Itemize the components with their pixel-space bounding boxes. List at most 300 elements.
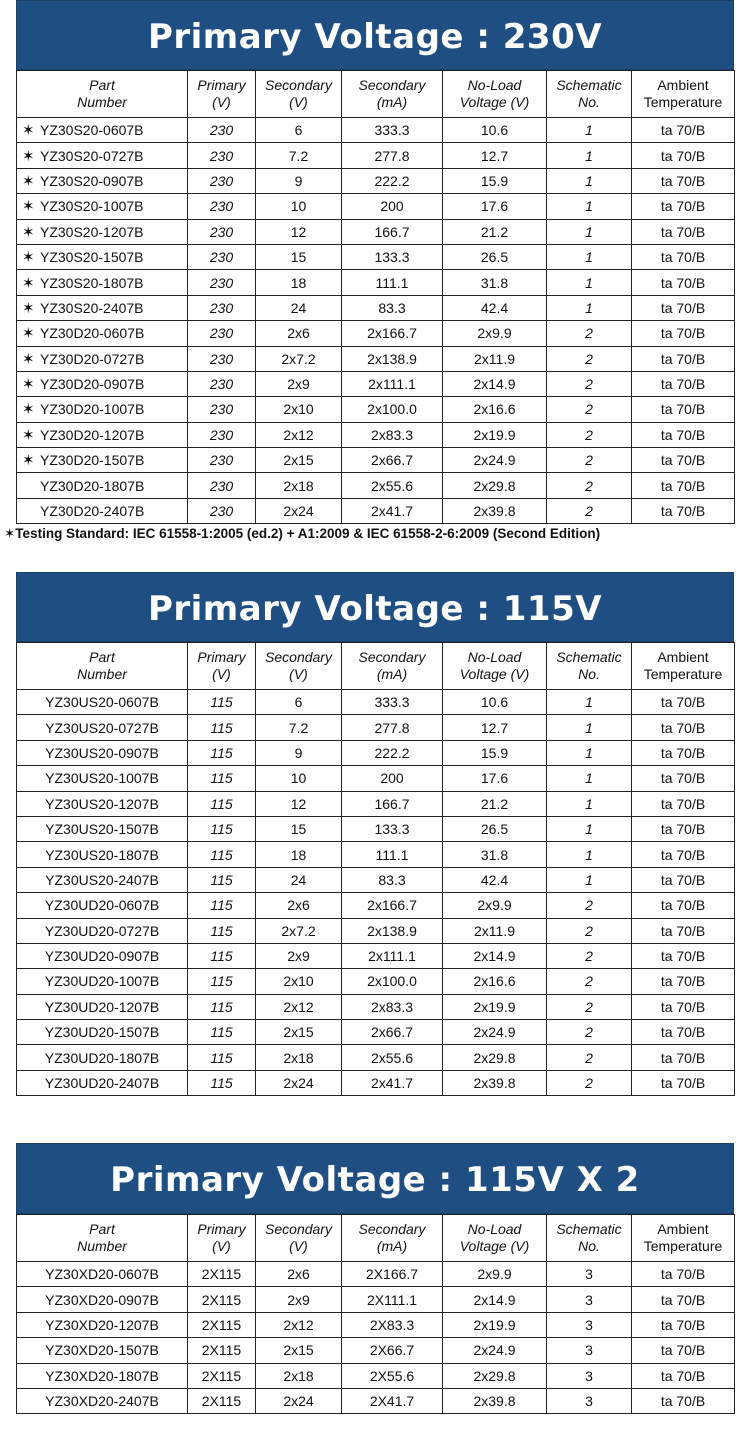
cell-ambient: ta 70/B xyxy=(632,842,735,867)
cell-ambient: ta 70/B xyxy=(632,816,735,841)
star-marker-icon: ✶ xyxy=(22,147,35,165)
header-secondary-v: Secondary (V) xyxy=(256,1215,342,1262)
part-number-text: YZ30D20-2407B xyxy=(40,503,145,520)
cell-primary: 115 xyxy=(188,715,256,740)
cell-ambient: ta 70/B xyxy=(632,994,735,1019)
cell-primary: 230 xyxy=(188,346,256,371)
header-primary: Primary (V) xyxy=(188,1215,256,1262)
cell-schematic: 2 xyxy=(547,448,632,473)
cell-primary: 115 xyxy=(188,943,256,968)
cell-part-number: YZ30US20-2407B xyxy=(17,867,188,892)
cell-schematic: 1 xyxy=(547,766,632,791)
cell-secondary-ma: 200 xyxy=(342,194,443,219)
cell-part-number xyxy=(17,473,188,498)
table-row xyxy=(17,498,735,523)
cell-secondary-ma: 222.2 xyxy=(342,168,443,193)
table-row xyxy=(17,740,735,765)
table-row xyxy=(17,270,735,295)
cell-no-load: 2x14.9 xyxy=(443,943,547,968)
table-row xyxy=(17,118,735,143)
part-number-text: YZ30S20-1207B xyxy=(40,223,144,240)
header-part-number: Part Number xyxy=(17,71,188,118)
section-115v xyxy=(16,572,734,1096)
cell-secondary-v: 6 xyxy=(256,118,342,143)
cell-no-load: 21.2 xyxy=(443,219,547,244)
cell-part-number: YZ30US20-1807B xyxy=(17,842,188,867)
cell-part-number xyxy=(17,422,188,447)
cell-ambient: ta 70/B xyxy=(632,1363,735,1388)
cell-no-load: 42.4 xyxy=(443,867,547,892)
cell-part-number: YZ30US20-1507B xyxy=(17,816,188,841)
table-row xyxy=(17,969,735,994)
cell-ambient: ta 70/B xyxy=(632,422,735,447)
header-ambient: Ambient Temperature xyxy=(632,71,735,118)
cell-part-number xyxy=(17,397,188,422)
table-row xyxy=(17,168,735,193)
cell-ambient: ta 70/B xyxy=(632,118,735,143)
cell-part-number: YZ30UD20-0907B xyxy=(17,943,188,968)
cell-primary: 230 xyxy=(188,321,256,346)
cell-primary: 230 xyxy=(188,194,256,219)
table-row xyxy=(17,1388,735,1413)
cell-no-load: 2x16.6 xyxy=(443,969,547,994)
cell-secondary-ma: 133.3 xyxy=(342,244,443,269)
table-body xyxy=(17,1262,735,1414)
cell-ambient: ta 70/B xyxy=(632,893,735,918)
star-marker-icon: ✶ xyxy=(22,426,35,444)
cell-secondary-ma: 200 xyxy=(342,766,443,791)
cell-part-number: YZ30US20-0727B xyxy=(17,715,188,740)
cell-no-load: 10.6 xyxy=(443,118,547,143)
cell-no-load: 12.7 xyxy=(443,715,547,740)
star-marker-icon: ✶ xyxy=(22,122,35,140)
cell-ambient: ta 70/B xyxy=(632,270,735,295)
cell-secondary-v: 2x18 xyxy=(256,1363,342,1388)
cell-secondary-ma: 2x100.0 xyxy=(342,969,443,994)
cell-secondary-ma: 166.7 xyxy=(342,219,443,244)
cell-secondary-ma: 2X55.6 xyxy=(342,1363,443,1388)
cell-primary: 230 xyxy=(188,219,256,244)
table-row xyxy=(17,943,735,968)
cell-part-number: YZ30US20-0607B xyxy=(17,690,188,715)
cell-secondary-ma: 2x66.7 xyxy=(342,448,443,473)
part-number-text: YZ30S20-0727B xyxy=(40,147,144,164)
cell-schematic: 2 xyxy=(547,473,632,498)
table-row xyxy=(17,1312,735,1337)
cell-secondary-v: 2x6 xyxy=(256,1262,342,1287)
cell-ambient: ta 70/B xyxy=(632,1312,735,1337)
section-title: Primary Voltage : 230V xyxy=(16,0,734,70)
cell-secondary-v: 12 xyxy=(256,219,342,244)
cell-part-number: YZ30US20-0907B xyxy=(17,740,188,765)
cell-primary: 2X115 xyxy=(188,1287,256,1312)
cell-part-number: YZ30UD20-1507B xyxy=(17,1020,188,1045)
part-number-text: YZ30D20-1807B xyxy=(40,477,145,494)
cell-no-load: 2x29.8 xyxy=(443,1363,547,1388)
cell-secondary-ma: 222.2 xyxy=(342,740,443,765)
cell-ambient: ta 70/B xyxy=(632,498,735,523)
cell-secondary-v: 18 xyxy=(256,842,342,867)
star-marker-icon: ✶ xyxy=(22,249,35,267)
cell-secondary-ma: 2x83.3 xyxy=(342,422,443,447)
cell-part-number xyxy=(17,143,188,168)
cell-ambient: ta 70/B xyxy=(632,194,735,219)
cell-secondary-ma: 2x55.6 xyxy=(342,473,443,498)
cell-secondary-ma: 277.8 xyxy=(342,715,443,740)
header-secondary-ma: Secondary (mA) xyxy=(342,1215,443,1262)
cell-no-load: 2x24.9 xyxy=(443,1020,547,1045)
cell-schematic: 2 xyxy=(547,918,632,943)
header-no-load: No-Load Voltage (V) xyxy=(443,71,547,118)
cell-schematic: 1 xyxy=(547,194,632,219)
table-row xyxy=(17,371,735,396)
part-number-text: YZ30D20-0727B xyxy=(40,350,145,367)
table-row xyxy=(17,893,735,918)
cell-secondary-v: 2x6 xyxy=(256,321,342,346)
table-row xyxy=(17,1070,735,1095)
cell-secondary-ma: 111.1 xyxy=(342,270,443,295)
header-schematic: Schematic No. xyxy=(547,643,632,690)
part-number-text: YZ30S20-0607B xyxy=(40,122,144,139)
cell-secondary-ma: 166.7 xyxy=(342,791,443,816)
cell-secondary-v: 2x10 xyxy=(256,397,342,422)
cell-schematic: 2 xyxy=(547,1070,632,1095)
cell-no-load: 2x9.9 xyxy=(443,1262,547,1287)
cell-primary: 115 xyxy=(188,867,256,892)
cell-schematic: 2 xyxy=(547,1045,632,1070)
cell-secondary-v: 2x9 xyxy=(256,1287,342,1312)
cell-ambient: ta 70/B xyxy=(632,867,735,892)
cell-secondary-ma: 333.3 xyxy=(342,118,443,143)
cell-primary: 115 xyxy=(188,740,256,765)
cell-secondary-ma: 2X166.7 xyxy=(342,1262,443,1287)
cell-no-load: 15.9 xyxy=(443,740,547,765)
cell-part-number: YZ30US20-1007B xyxy=(17,766,188,791)
cell-part-number: YZ30UD20-1007B xyxy=(17,969,188,994)
cell-part-number xyxy=(17,194,188,219)
cell-part-number xyxy=(17,448,188,473)
cell-secondary-v: 2x15 xyxy=(256,1020,342,1045)
star-marker-icon: ✶ xyxy=(22,223,35,241)
cell-schematic: 1 xyxy=(547,168,632,193)
cell-ambient: ta 70/B xyxy=(632,295,735,320)
table-row xyxy=(17,1338,735,1363)
cell-secondary-ma: 83.3 xyxy=(342,295,443,320)
cell-secondary-ma: 2x55.6 xyxy=(342,1045,443,1070)
cell-no-load: 17.6 xyxy=(443,766,547,791)
cell-part-number: YZ30XD20-0607B xyxy=(17,1262,188,1287)
cell-primary: 230 xyxy=(188,143,256,168)
cell-secondary-v: 2x7.2 xyxy=(256,346,342,371)
cell-schematic: 1 xyxy=(547,219,632,244)
cell-ambient: ta 70/B xyxy=(632,448,735,473)
cell-no-load: 42.4 xyxy=(443,295,547,320)
cell-secondary-v: 2x12 xyxy=(256,422,342,447)
cell-schematic: 1 xyxy=(547,740,632,765)
cell-schematic: 3 xyxy=(547,1338,632,1363)
cell-secondary-v: 2x18 xyxy=(256,1045,342,1070)
cell-part-number xyxy=(17,270,188,295)
cell-part-number: YZ30US20-1207B xyxy=(17,791,188,816)
cell-no-load: 2x9.9 xyxy=(443,893,547,918)
cell-secondary-ma: 2x41.7 xyxy=(342,498,443,523)
cell-part-number: YZ30XD20-1207B xyxy=(17,1312,188,1337)
cell-part-number xyxy=(17,118,188,143)
table-row xyxy=(17,1020,735,1045)
cell-no-load: 2x39.8 xyxy=(443,498,547,523)
star-marker-icon: ✶ xyxy=(22,274,35,292)
cell-part-number xyxy=(17,321,188,346)
cell-secondary-v: 18 xyxy=(256,270,342,295)
cell-secondary-v: 2x15 xyxy=(256,1338,342,1363)
cell-primary: 230 xyxy=(188,371,256,396)
cell-schematic: 3 xyxy=(547,1363,632,1388)
cell-secondary-ma: 2x41.7 xyxy=(342,1070,443,1095)
cell-secondary-v: 6 xyxy=(256,690,342,715)
cell-no-load: 2x11.9 xyxy=(443,918,547,943)
table-row xyxy=(17,473,735,498)
cell-secondary-ma: 2x166.7 xyxy=(342,321,443,346)
header-secondary-ma: Secondary (mA) xyxy=(342,643,443,690)
cell-no-load: 2x14.9 xyxy=(443,1287,547,1312)
table-header-row xyxy=(17,1215,735,1262)
header-no-load: No-Load Voltage (V) xyxy=(443,643,547,690)
cell-ambient: ta 70/B xyxy=(632,321,735,346)
cell-secondary-ma: 2X66.7 xyxy=(342,1338,443,1363)
cell-secondary-ma: 2x111.1 xyxy=(342,943,443,968)
cell-secondary-v: 15 xyxy=(256,816,342,841)
cell-primary: 115 xyxy=(188,816,256,841)
cell-primary: 115 xyxy=(188,1070,256,1095)
cell-schematic: 3 xyxy=(547,1262,632,1287)
cell-schematic: 1 xyxy=(547,690,632,715)
cell-part-number: YZ30UD20-2407B xyxy=(17,1070,188,1095)
cell-secondary-v: 2x9 xyxy=(256,943,342,968)
cell-ambient: ta 70/B xyxy=(632,1070,735,1095)
part-number-text: YZ30S20-1507B xyxy=(40,249,144,266)
table-row xyxy=(17,791,735,816)
cell-no-load: 17.6 xyxy=(443,194,547,219)
cell-part-number xyxy=(17,244,188,269)
header-no-load: No-Load Voltage (V) xyxy=(443,1215,547,1262)
cell-part-number: YZ30UD20-0607B xyxy=(17,893,188,918)
cell-schematic: 1 xyxy=(547,867,632,892)
cell-part-number xyxy=(17,498,188,523)
testing-standard-note: ✶Testing Standard: IEC 61558-1:2005 (ed.2) + A1:2009 & IEC 61558-2-6:2009 (Second Edition) xyxy=(4,526,601,541)
cell-primary: 230 xyxy=(188,473,256,498)
table-row xyxy=(17,397,735,422)
cell-part-number xyxy=(17,371,188,396)
header-primary: Primary (V) xyxy=(188,71,256,118)
cell-secondary-v: 2x24 xyxy=(256,1388,342,1413)
cell-secondary-ma: 2x100.0 xyxy=(342,397,443,422)
section-title: Primary Voltage : 115V X 2 xyxy=(16,1143,734,1214)
cell-ambient: ta 70/B xyxy=(632,397,735,422)
table-row xyxy=(17,816,735,841)
header-primary: Primary (V) xyxy=(188,643,256,690)
cell-ambient: ta 70/B xyxy=(632,690,735,715)
table-row xyxy=(17,244,735,269)
cell-part-number xyxy=(17,168,188,193)
cell-ambient: ta 70/B xyxy=(632,1388,735,1413)
cell-secondary-ma: 2X111.1 xyxy=(342,1287,443,1312)
cell-no-load: 2x14.9 xyxy=(443,371,547,396)
part-number-text: YZ30S20-0907B xyxy=(40,172,144,189)
cell-schematic: 1 xyxy=(547,295,632,320)
cell-no-load: 31.8 xyxy=(443,842,547,867)
cell-ambient: ta 70/B xyxy=(632,969,735,994)
cell-ambient: ta 70/B xyxy=(632,1020,735,1045)
table-row xyxy=(17,867,735,892)
cell-secondary-v: 7.2 xyxy=(256,143,342,168)
cell-ambient: ta 70/B xyxy=(632,1045,735,1070)
cell-schematic: 3 xyxy=(547,1287,632,1312)
cell-primary: 115 xyxy=(188,994,256,1019)
header-ambient: Ambient Temperature xyxy=(632,1215,735,1262)
cell-secondary-v: 2x24 xyxy=(256,498,342,523)
cell-primary: 230 xyxy=(188,422,256,447)
part-number-text: YZ30D20-0907B xyxy=(40,376,145,393)
cell-schematic: 2 xyxy=(547,969,632,994)
cell-no-load: 10.6 xyxy=(443,690,547,715)
cell-no-load: 2x9.9 xyxy=(443,321,547,346)
cell-schematic: 2 xyxy=(547,422,632,447)
cell-ambient: ta 70/B xyxy=(632,918,735,943)
header-secondary-v: Secondary (V) xyxy=(256,643,342,690)
cell-ambient: ta 70/B xyxy=(632,473,735,498)
cell-primary: 115 xyxy=(188,969,256,994)
cell-primary: 230 xyxy=(188,118,256,143)
cell-no-load: 2x29.8 xyxy=(443,1045,547,1070)
part-number-text: YZ30S20-2407B xyxy=(40,299,144,316)
cell-part-number xyxy=(17,295,188,320)
cell-no-load: 2x19.9 xyxy=(443,422,547,447)
table-row xyxy=(17,715,735,740)
part-number-text: YZ30S20-1807B xyxy=(40,274,144,291)
star-marker-icon: ✶ xyxy=(22,350,35,368)
cell-secondary-v: 2x9 xyxy=(256,371,342,396)
cell-secondary-ma: 333.3 xyxy=(342,690,443,715)
cell-primary: 115 xyxy=(188,766,256,791)
table-row xyxy=(17,422,735,447)
cell-schematic: 1 xyxy=(547,118,632,143)
cell-ambient: ta 70/B xyxy=(632,143,735,168)
header-secondary-ma: Secondary (mA) xyxy=(342,71,443,118)
table-row xyxy=(17,1287,735,1312)
section-115v-x2 xyxy=(16,1143,734,1414)
part-number-text: YZ30S20-1007B xyxy=(40,198,144,215)
cell-secondary-ma: 2X83.3 xyxy=(342,1312,443,1337)
part-number-text: YZ30D20-1007B xyxy=(40,401,145,418)
cell-ambient: ta 70/B xyxy=(632,715,735,740)
cell-secondary-ma: 111.1 xyxy=(342,842,443,867)
cell-primary: 115 xyxy=(188,893,256,918)
cell-no-load: 26.5 xyxy=(443,816,547,841)
star-marker-icon: ✶ xyxy=(22,299,35,317)
cell-part-number: YZ30XD20-2407B xyxy=(17,1388,188,1413)
cell-ambient: ta 70/B xyxy=(632,1287,735,1312)
cell-secondary-v: 2x15 xyxy=(256,448,342,473)
cell-secondary-ma: 133.3 xyxy=(342,816,443,841)
header-schematic: Schematic No. xyxy=(547,71,632,118)
cell-secondary-ma: 2x138.9 xyxy=(342,918,443,943)
cell-no-load: 2x24.9 xyxy=(443,1338,547,1363)
table-row xyxy=(17,1262,735,1287)
section-230v xyxy=(16,0,734,524)
cell-ambient: ta 70/B xyxy=(632,219,735,244)
table-row xyxy=(17,448,735,473)
cell-schematic: 1 xyxy=(547,270,632,295)
cell-primary: 115 xyxy=(188,1045,256,1070)
cell-schematic: 2 xyxy=(547,397,632,422)
cell-secondary-v: 2x6 xyxy=(256,893,342,918)
cell-primary: 230 xyxy=(188,448,256,473)
cell-no-load: 31.8 xyxy=(443,270,547,295)
table-row xyxy=(17,690,735,715)
cell-schematic: 1 xyxy=(547,816,632,841)
cell-secondary-v: 2x12 xyxy=(256,1312,342,1337)
cell-no-load: 2x16.6 xyxy=(443,397,547,422)
cell-secondary-ma: 2x83.3 xyxy=(342,994,443,1019)
table-body xyxy=(17,690,735,1096)
cell-ambient: ta 70/B xyxy=(632,371,735,396)
cell-primary: 115 xyxy=(188,791,256,816)
cell-no-load: 2x19.9 xyxy=(443,1312,547,1337)
cell-secondary-ma: 2x66.7 xyxy=(342,1020,443,1045)
cell-part-number: YZ30XD20-0907B xyxy=(17,1287,188,1312)
cell-secondary-v: 15 xyxy=(256,244,342,269)
cell-primary: 115 xyxy=(188,690,256,715)
part-number-text: YZ30D20-1207B xyxy=(40,426,145,443)
star-marker-icon: ✶ xyxy=(22,198,35,216)
star-marker-icon: ✶ xyxy=(22,452,35,470)
cell-part-number: YZ30UD20-0727B xyxy=(17,918,188,943)
cell-no-load: 2x11.9 xyxy=(443,346,547,371)
part-number-text: YZ30D20-1507B xyxy=(40,452,145,469)
cell-no-load: 2x39.8 xyxy=(443,1388,547,1413)
header-part-number: Part Number xyxy=(17,643,188,690)
cell-secondary-v: 24 xyxy=(256,867,342,892)
table-row xyxy=(17,143,735,168)
cell-schematic: 1 xyxy=(547,791,632,816)
table-row xyxy=(17,918,735,943)
cell-primary: 230 xyxy=(188,168,256,193)
cell-secondary-ma: 2X41.7 xyxy=(342,1388,443,1413)
cell-schematic: 2 xyxy=(547,1020,632,1045)
cell-secondary-v: 2x18 xyxy=(256,473,342,498)
cell-ambient: ta 70/B xyxy=(632,740,735,765)
cell-secondary-v: 24 xyxy=(256,295,342,320)
cell-ambient: ta 70/B xyxy=(632,1338,735,1363)
cell-no-load: 26.5 xyxy=(443,244,547,269)
table-header-row xyxy=(17,643,735,690)
star-marker-icon: ✶ xyxy=(22,401,35,419)
header-secondary-v: Secondary (V) xyxy=(256,71,342,118)
spec-table-230v xyxy=(16,70,735,524)
cell-secondary-v: 10 xyxy=(256,766,342,791)
cell-ambient: ta 70/B xyxy=(632,346,735,371)
table-row xyxy=(17,346,735,371)
cell-no-load: 15.9 xyxy=(443,168,547,193)
cell-part-number xyxy=(17,346,188,371)
cell-ambient: ta 70/B xyxy=(632,766,735,791)
cell-part-number: YZ30XD20-1507B xyxy=(17,1338,188,1363)
cell-ambient: ta 70/B xyxy=(632,1262,735,1287)
cell-secondary-v: 12 xyxy=(256,791,342,816)
cell-primary: 230 xyxy=(188,397,256,422)
cell-secondary-v: 9 xyxy=(256,740,342,765)
cell-primary: 115 xyxy=(188,1020,256,1045)
